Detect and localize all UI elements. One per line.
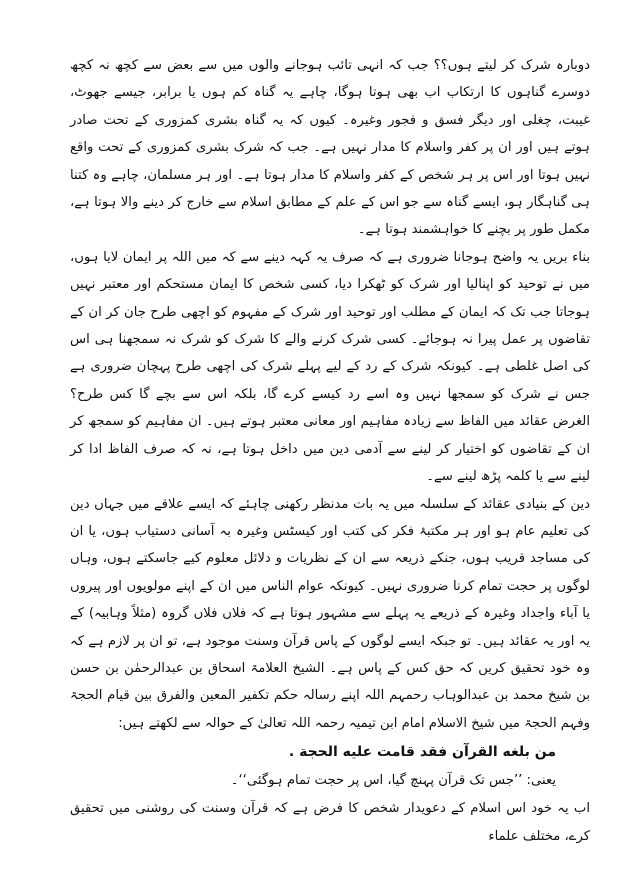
paragraph-1: دوبارہ شرک کر لیتے ہوں؟؟ جب کہ انہی تائب ہوجانے والوں میں سے بعض سے کچھ نہ کچھ دوسرے گناہوں کا ارتکاب اب بھی ہوتا ہوگا، چاہے یہ گناہ کم ہوں یا برابر، جیسے جھوٹ، غیبت، چغلی اور دیگر فسق و فجور وغیرہ۔ کیوں کہ یہ گناہ بشری کمزوری کے تحت صادر ہوتے ہیں اور ان پر کفر واسلام کا مدار نہیں ہے۔ جب کہ شرک بشری کمزوری کے تحت واقع نہیں ہوتا اور اس پر ہر شخص کے کفر واسلام کا مدار ہوتا ہے۔ اور ہر مسلمان، چاہے وہ کتنا ہی گناہگار ہو، ایسے گناہ سے جو اس کے علم کے مطابق اسلام سے خارج کر دینے والا ہوتا ہے، مکمل طور پر بچنے کا خواہشمند ہوتا ہے۔ xyxy=(70,58,590,238)
document-page xyxy=(70,52,590,850)
paragraph-4: اب یہ خود اس اسلام کے دعویدار شخص کا فرض ہے کہ قرآن وسنت کی روشنی میں تحقیق کرے، مختلف علماء xyxy=(70,801,590,844)
arabic-quote: من بلغه القرآن فقد قامت عليه الحجة . xyxy=(288,744,556,761)
paragraph-2: بناء بریں یہ واضح ہوجانا ضروری ہے کہ صرف یہ کہہ دینے سے کہ میں اللہ پر ایمان لایا ہوں، میں نے توحید کو اپنالیا اور شرک کو ٹھکرا دیا، کسی شخص کا ایمان مستحکم اور معتبر نہیں ہوجاتا جب تک کہ ایمان کے مطلب اور توحید اور شرک کے مفہوم کو اچھی طرح جان کر ان کے تقاضوں پر عمل پیرا نہ ہوجائے۔ کسی شرک کرنے والے کا شرک کو شرک نہ سمجھنا ہی اس کی اصل غلطی ہے۔ کیونکہ شرک کے رد کے لیے پہلے شرک کی اچھی طرح پہچان ضروری ہے جس نے شرک کو سمجھا نہیں وہ اسے رد کیسے کرے گا، بلکہ اس سے بچے گا کس طرح؟ الغرض عقائد میں الفاظ سے زیادہ مفاہیم اور معانی معتبر ہوتے ہیں۔ ان مفاہیم کو سمجھ کر ان کے تقاضوں کو اختیار کر لینے سے آدمی دین میں داخل ہوتا ہے، نہ کہ صرف الفاظ ادا کر لینے سے یا کلمہ پڑھ لینے سے۔ xyxy=(70,249,590,485)
quote-translation: یعنی: ’’جس تک قرآن پہنچ گیا، اس پر حجت تمام ہوگئی‘‘۔ xyxy=(230,773,556,789)
paragraph-3: دین کے بنیادی عقائد کے سلسلہ میں یہ بات مدنظر رکھنی چاہئے کہ ایسے علاقے میں جہاں دین کی تعلیم عام ہو اور ہر مکتبۂ فکر کی کتب اور کیسٹس وغیرہ بہ آسانی دستیاب ہوں، یا ان کی مساجد قریب ہوں، جنکے ذریعہ سے ان کے نظریات و دلائل معلوم کیے جاسکتے ہوں، وہاں لوگوں پر حجت تمام کرنا ضروری نہیں۔ کیونکہ عوام الناس میں ان کے اپنے مولویوں اور پیروں یا آباء واجداد وغیرہ کے ذریعے یہ پہلے سے مشہور ہوتا ہے کہ فلاں فلاں گروہ (مثلاً وہابیہ) کے یہ اور یہ عقائد ہیں۔ تو جبکہ ایسے لوگوں کے پاس قرآن وسنت موجود ہے، تو ان پر لازم ہے کہ وہ خود تحقیق کریں کہ حق کس کے پاس ہے۔ الشیخ العلامۃ اسحاق بن عبدالرحمٰن بن حسن بن شیخ محمد بن عبدالوہاب رحمہم اللہ اپنے رسالہ حکم تکفیر المعین والفرق بین قیام الحجۃ وفہم الحجۃ میں شیخ الاسلام امام ابن تیمیہ رحمہ اللہ تعالیٰ کے حوالہ سے لکھتے ہیں: xyxy=(70,496,590,731)
